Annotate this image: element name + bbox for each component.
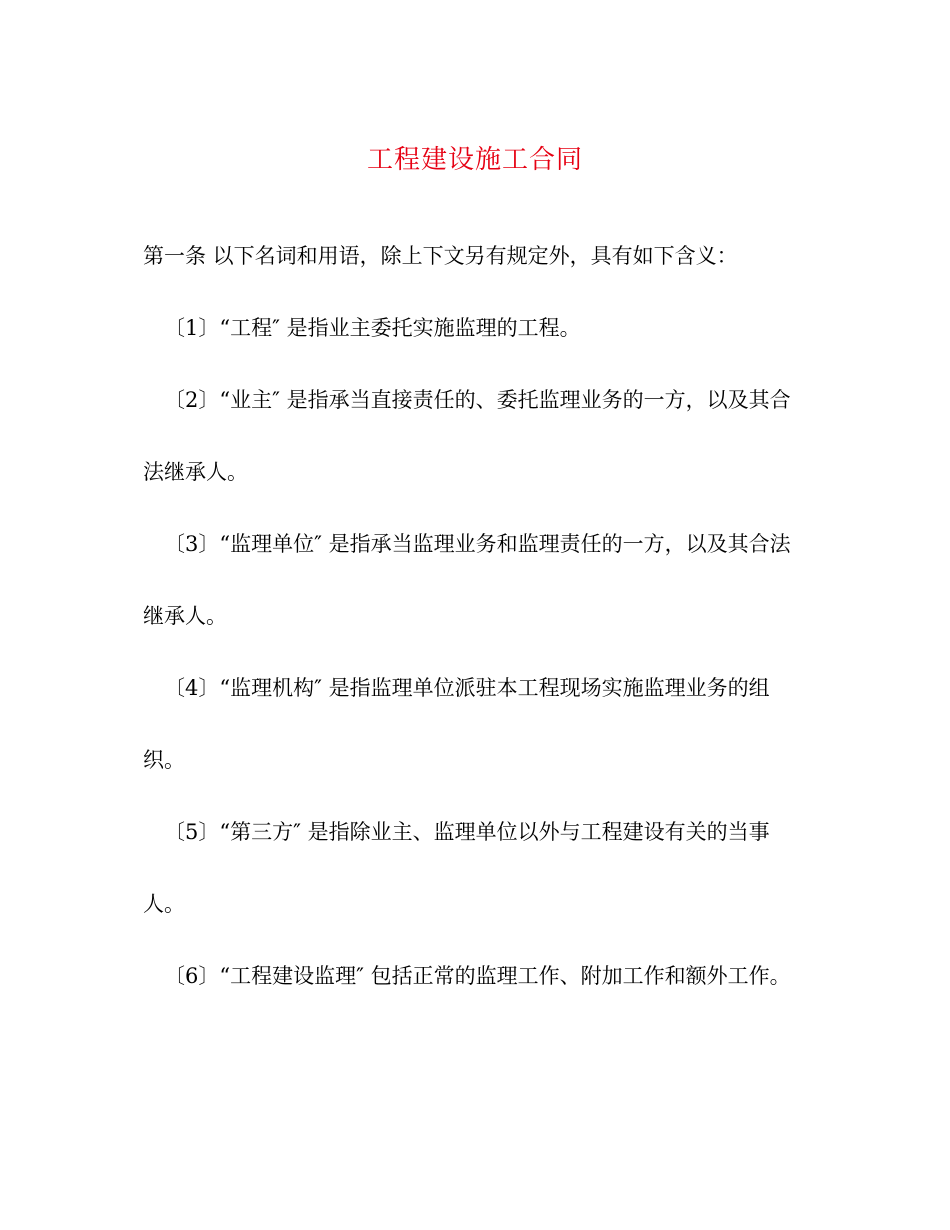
paragraph-definition-3: 〔3〕“监理单位″ 是指承当监理业务和监理责任的一方，以及其合法继承人。 [143,532,791,628]
paragraph-definition-2: 〔2〕“业主″ 是指承当直接责任的、委托监理业务的一方，以及其合法继承人。 [143,388,791,484]
paragraph-definition-1: 〔1〕“工程″ 是指业主委托实施监理的工程。 [164,316,581,340]
document-title: 工程建设施工合同 [366,145,583,175]
document-body [143,220,808,1012]
paragraph-definition-5: 〔5〕“第三方″ 是指除业主、监理单位以外与工程建设有关的当事人。 [143,820,770,916]
paragraph-definition-4: 〔4〕“监理机构″ 是指监理单位派驻本工程现场实施监理业务的组织。 [143,676,770,772]
paragraph-definition-6: 〔6〕“工程建设监理″ 包括正常的监理工作、附加工作和额外工作。 [164,964,791,988]
paragraph-article-1: 第一条 以下名词和用语，除上下文另有规定外，具有如下含义： [143,244,738,268]
